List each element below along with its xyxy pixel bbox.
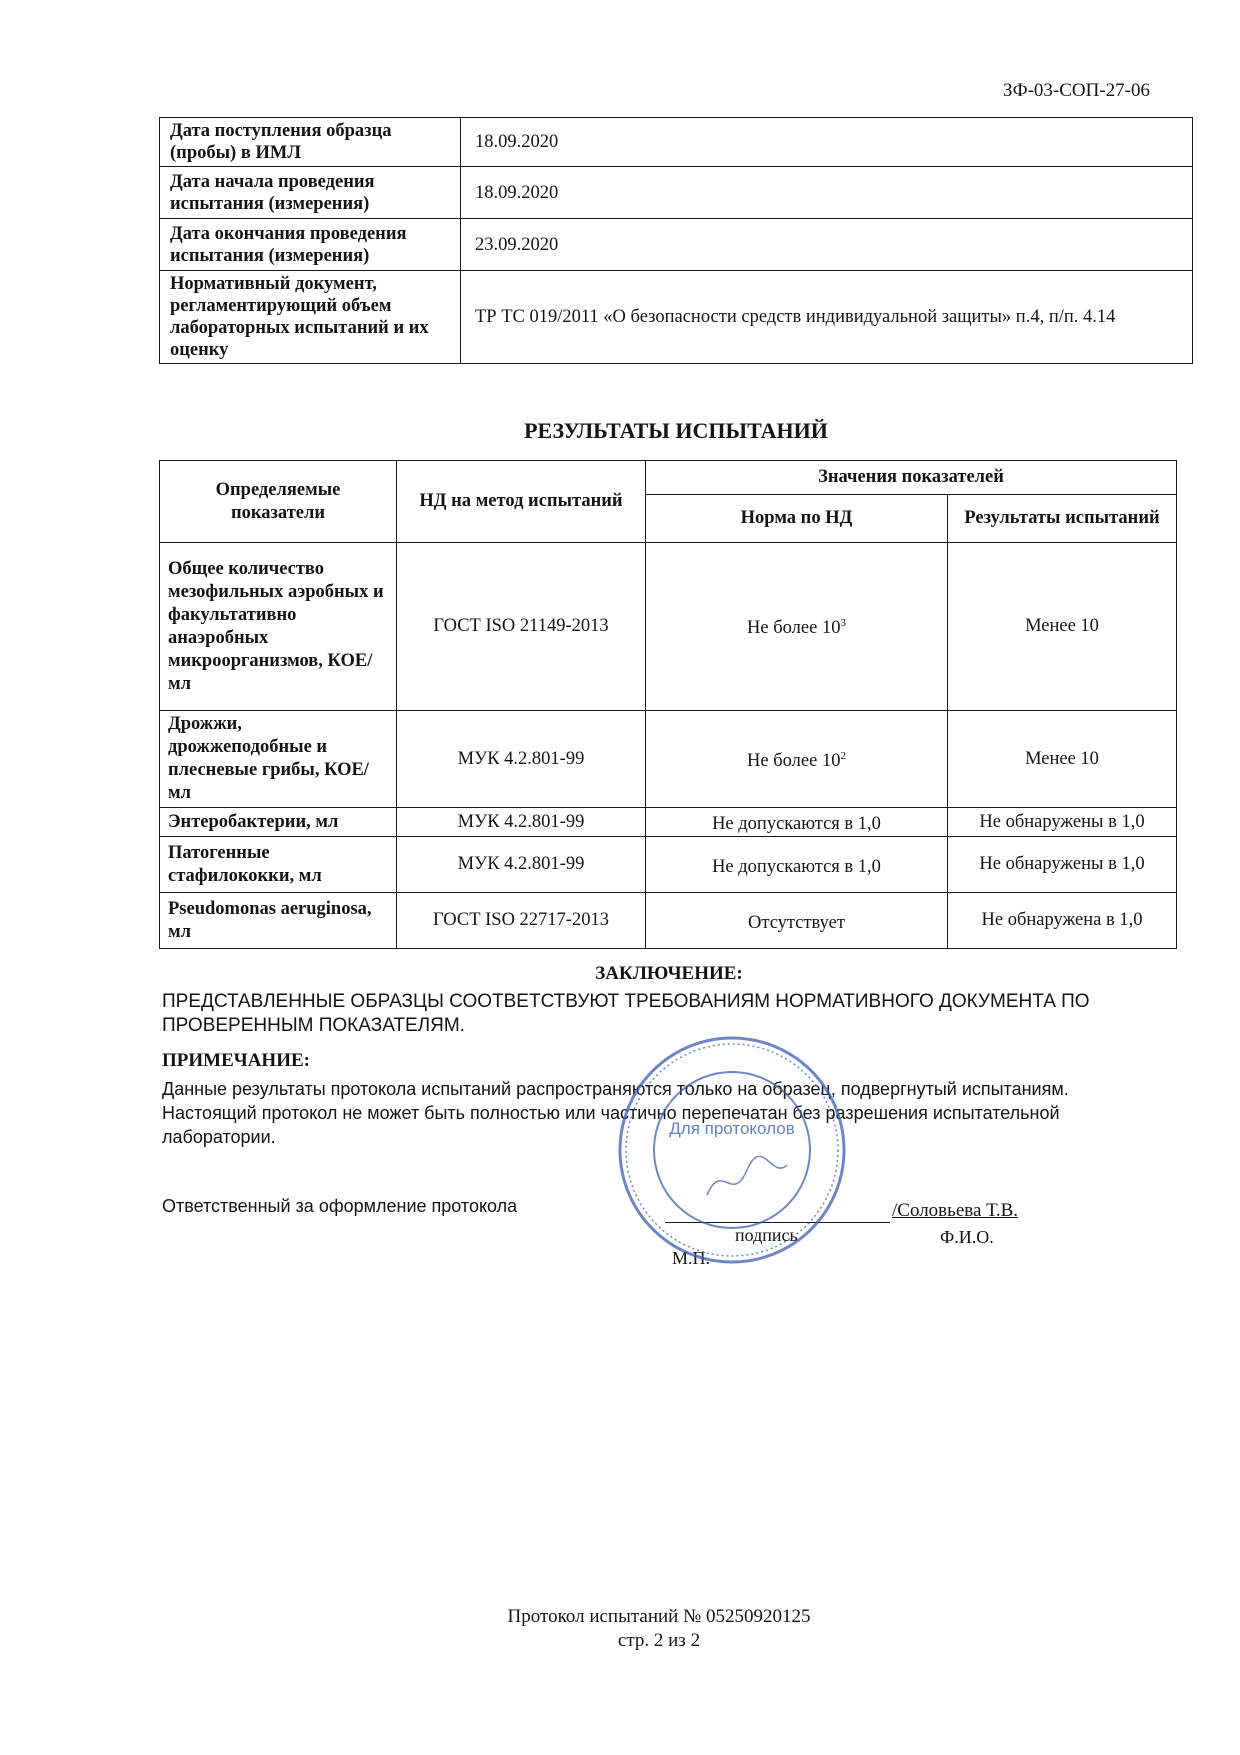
result-cell: Не обнаружены в 1,0	[948, 808, 1177, 837]
conclusion-text: ПРЕДСТАВЛЕННЫЕ ОБРАЗЦЫ СООТВЕТСТВУЮТ ТРЕБОВАНИЯМ НОРМАТИВНОГО ДОКУМЕНТА ПО ПРОВЕРЕННЫМ ПОКАЗАТЕЛЯМ.	[162, 991, 1090, 1036]
footer-protocol: Протокол испытаний № 05250920125	[507, 1606, 811, 1627]
table-row	[160, 543, 1177, 711]
method-cell: МУК 4.2.801-99	[397, 808, 646, 837]
info-label: Нормативный документ, регламентирующий объем лабораторных испытаний и их оценку	[160, 271, 461, 364]
header-indicator: Определяемые показатели	[160, 461, 397, 543]
stamp-seal	[612, 1030, 852, 1270]
indicator-cell: Дрожжи, дрожжеподобные и плесневые грибы, КОЕ/мл	[160, 711, 397, 808]
table-row	[160, 893, 1177, 949]
info-label: Дата начала проведения испытания (измерения)	[160, 167, 461, 219]
stamp-inner-ring	[654, 1072, 810, 1228]
info-value: ТР ТС 019/2011 «О безопасности средств индивидуальной защиты» п.4, п/п. 4.14	[461, 271, 1193, 364]
indicator-cell: Общее количество мезофильных аэробных и факультативно анаэробных микроорганизмов, КОЕ/мл	[160, 543, 397, 711]
result-cell: Менее 10	[948, 543, 1177, 711]
norm-cell	[646, 543, 948, 711]
norm-text: Отсутствует	[748, 912, 845, 933]
footer-page: стр. 2 из 2	[617, 1630, 701, 1651]
indicator-cell: Энтеробактерии, мл	[160, 808, 397, 837]
results-header-row	[160, 461, 1177, 495]
info-row	[160, 219, 1193, 271]
info-label: Дата поступления образца (пробы) в ИМЛ	[160, 118, 461, 167]
signature-scribble	[707, 1156, 787, 1195]
table-row	[160, 711, 1177, 808]
header-values-group: Значения показателей	[646, 461, 1177, 495]
norm-exponent: 2	[840, 749, 846, 762]
norm-cell	[646, 711, 948, 808]
stamp-dotted-ring	[626, 1044, 838, 1256]
info-row	[160, 271, 1193, 364]
method-cell: ГОСТ ISO 21149-2013	[397, 543, 646, 711]
responsible-label: Ответственный за оформление протокола	[162, 1196, 518, 1216]
result-cell: Не обнаружены в 1,0	[948, 837, 1177, 893]
signature-caption: подпись	[735, 1225, 798, 1245]
result-cell: Не обнаружена в 1,0	[948, 893, 1177, 949]
method-cell: ГОСТ ISO 22717-2013	[397, 893, 646, 949]
results-table	[159, 460, 1177, 949]
header-result: Результаты испытаний	[948, 495, 1177, 543]
form-code: ЗФ-03-СОП-27-06	[1003, 80, 1150, 101]
fio-caption: Ф.И.О.	[940, 1227, 994, 1247]
info-value: 18.09.2020	[461, 167, 1193, 219]
norm-cell	[646, 808, 948, 837]
page-footer	[159, 1605, 1159, 1653]
info-row	[160, 118, 1193, 167]
mp-caption: М.П.	[672, 1248, 711, 1268]
info-value: 18.09.2020	[461, 118, 1193, 167]
stamp-text: Для протоколов	[669, 1119, 795, 1138]
norm-cell	[646, 837, 948, 893]
info-label: Дата окончания проведения испытания (измерения)	[160, 219, 461, 271]
norm-text: Не допускаются в 1,0	[712, 814, 881, 835]
method-cell: МУК 4.2.801-99	[397, 837, 646, 893]
norm-text: Не более 10	[747, 751, 841, 772]
table-row	[160, 808, 1177, 837]
note-text: Данные результаты протокола испытаний распространяются только на образец, подвергнутый испытаниям. Настоящий протокол не может быть полностью или частично перепечатан без разрешения испытательной лаборатории.	[162, 1079, 1069, 1147]
responsible-name: /Соловьева Т.В.	[892, 1200, 1019, 1221]
note-title: ПРИМЕЧАНИЕ:	[162, 1050, 310, 1071]
norm-text: Не допускаются в 1,0	[712, 856, 881, 877]
norm-text: Не более 10	[747, 618, 841, 639]
indicator-cell: Патогенные стафилококки, мл	[160, 837, 397, 893]
sample-info-table	[159, 117, 1193, 364]
method-cell: МУК 4.2.801-99	[397, 711, 646, 808]
header-norm: Норма по НД	[646, 495, 948, 543]
results-title: РЕЗУЛЬТАТЫ ИСПЫТАНИЙ	[524, 418, 828, 443]
table-row	[160, 837, 1177, 893]
info-value: 23.09.2020	[461, 219, 1193, 271]
conclusion-title: ЗАКЛЮЧЕНИЕ:	[595, 963, 743, 984]
norm-cell	[646, 893, 948, 949]
result-cell: Менее 10	[948, 711, 1177, 808]
norm-exponent: 3	[840, 617, 846, 630]
indicator-cell: Pseudomonas aeruginosa, мл	[160, 893, 397, 949]
info-row	[160, 167, 1193, 219]
header-method: НД на метод испытаний	[397, 461, 646, 543]
